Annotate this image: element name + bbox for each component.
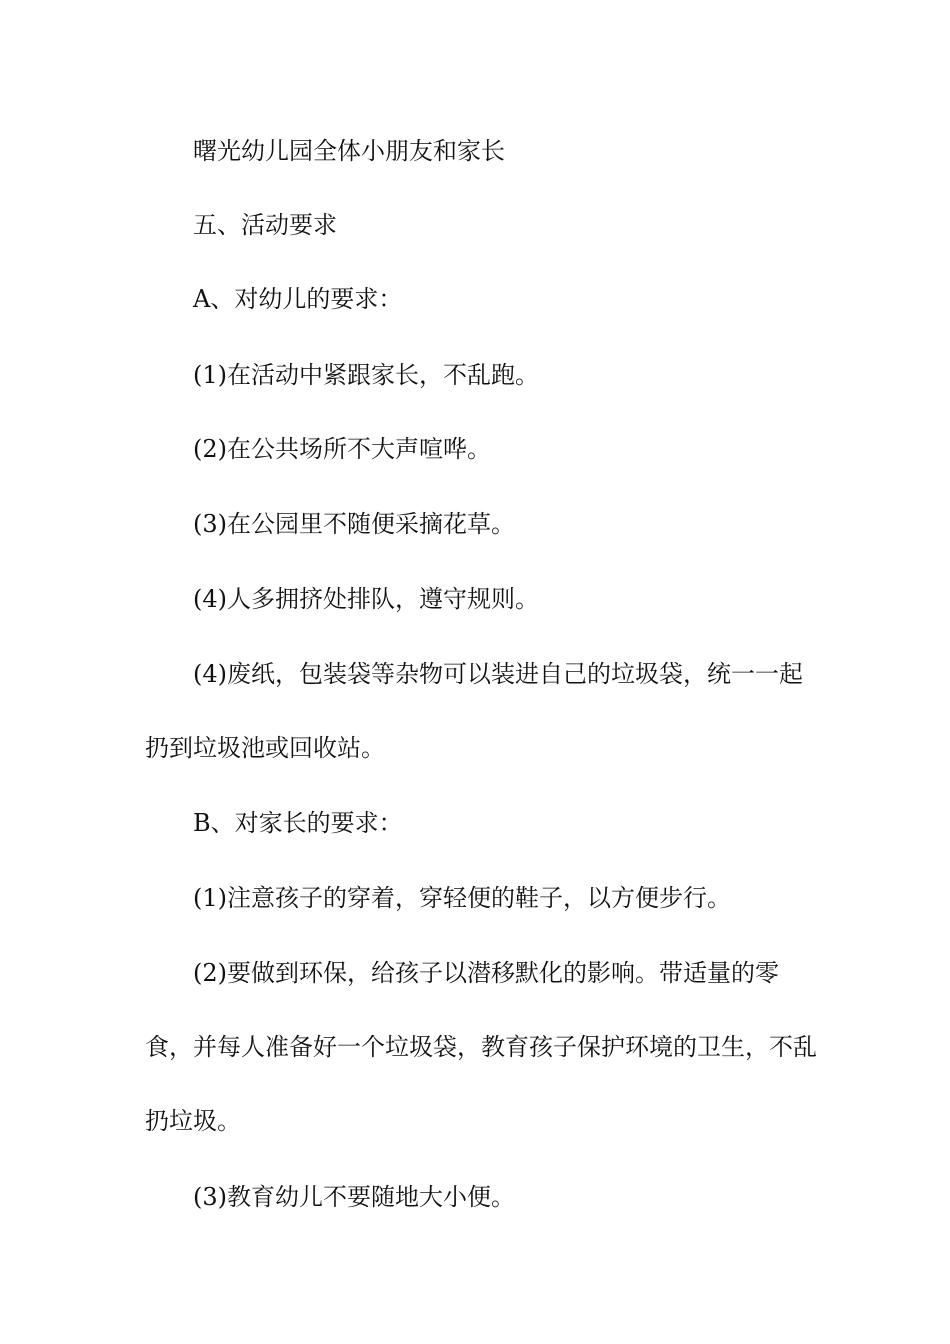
child-rule-4: (4)人多拥挤处排队，遵守规则。 <box>193 585 539 613</box>
subheading-children: A、对幼儿的要求： <box>193 285 403 313</box>
parent-rule-2: (2)要做到环保，给孩子以潜移默化的影响。带适量的零食，并每人准备好一个垃圾袋，教育孩子保护环境的卫生，不乱扔垃圾。 <box>145 959 817 1135</box>
child-rule-2: (2)在公共场所不大声喧哗。 <box>193 435 491 463</box>
parent-rule-1: (1)注意孩子的穿着，穿轻便的鞋子，以方便步行。 <box>193 884 731 912</box>
child-rule-1: (1)在活动中紧跟家长，不乱跑。 <box>193 361 539 389</box>
child-rule-5: (4)废纸，包装袋等杂物可以装进自己的垃圾袋，统一一起扔到垃圾池或回收站。 <box>145 660 803 762</box>
child-rule-3: (3)在公园里不随便采摘花草。 <box>193 510 515 538</box>
parent-rule-3: (3)教育幼儿不要随地大小便。 <box>193 1183 515 1211</box>
subheading-parents: B、对家长的要求： <box>193 809 403 837</box>
participants-line: 曙光幼儿园全体小朋友和家长 <box>193 137 505 165</box>
section-heading: 五、活动要求 <box>193 211 337 239</box>
